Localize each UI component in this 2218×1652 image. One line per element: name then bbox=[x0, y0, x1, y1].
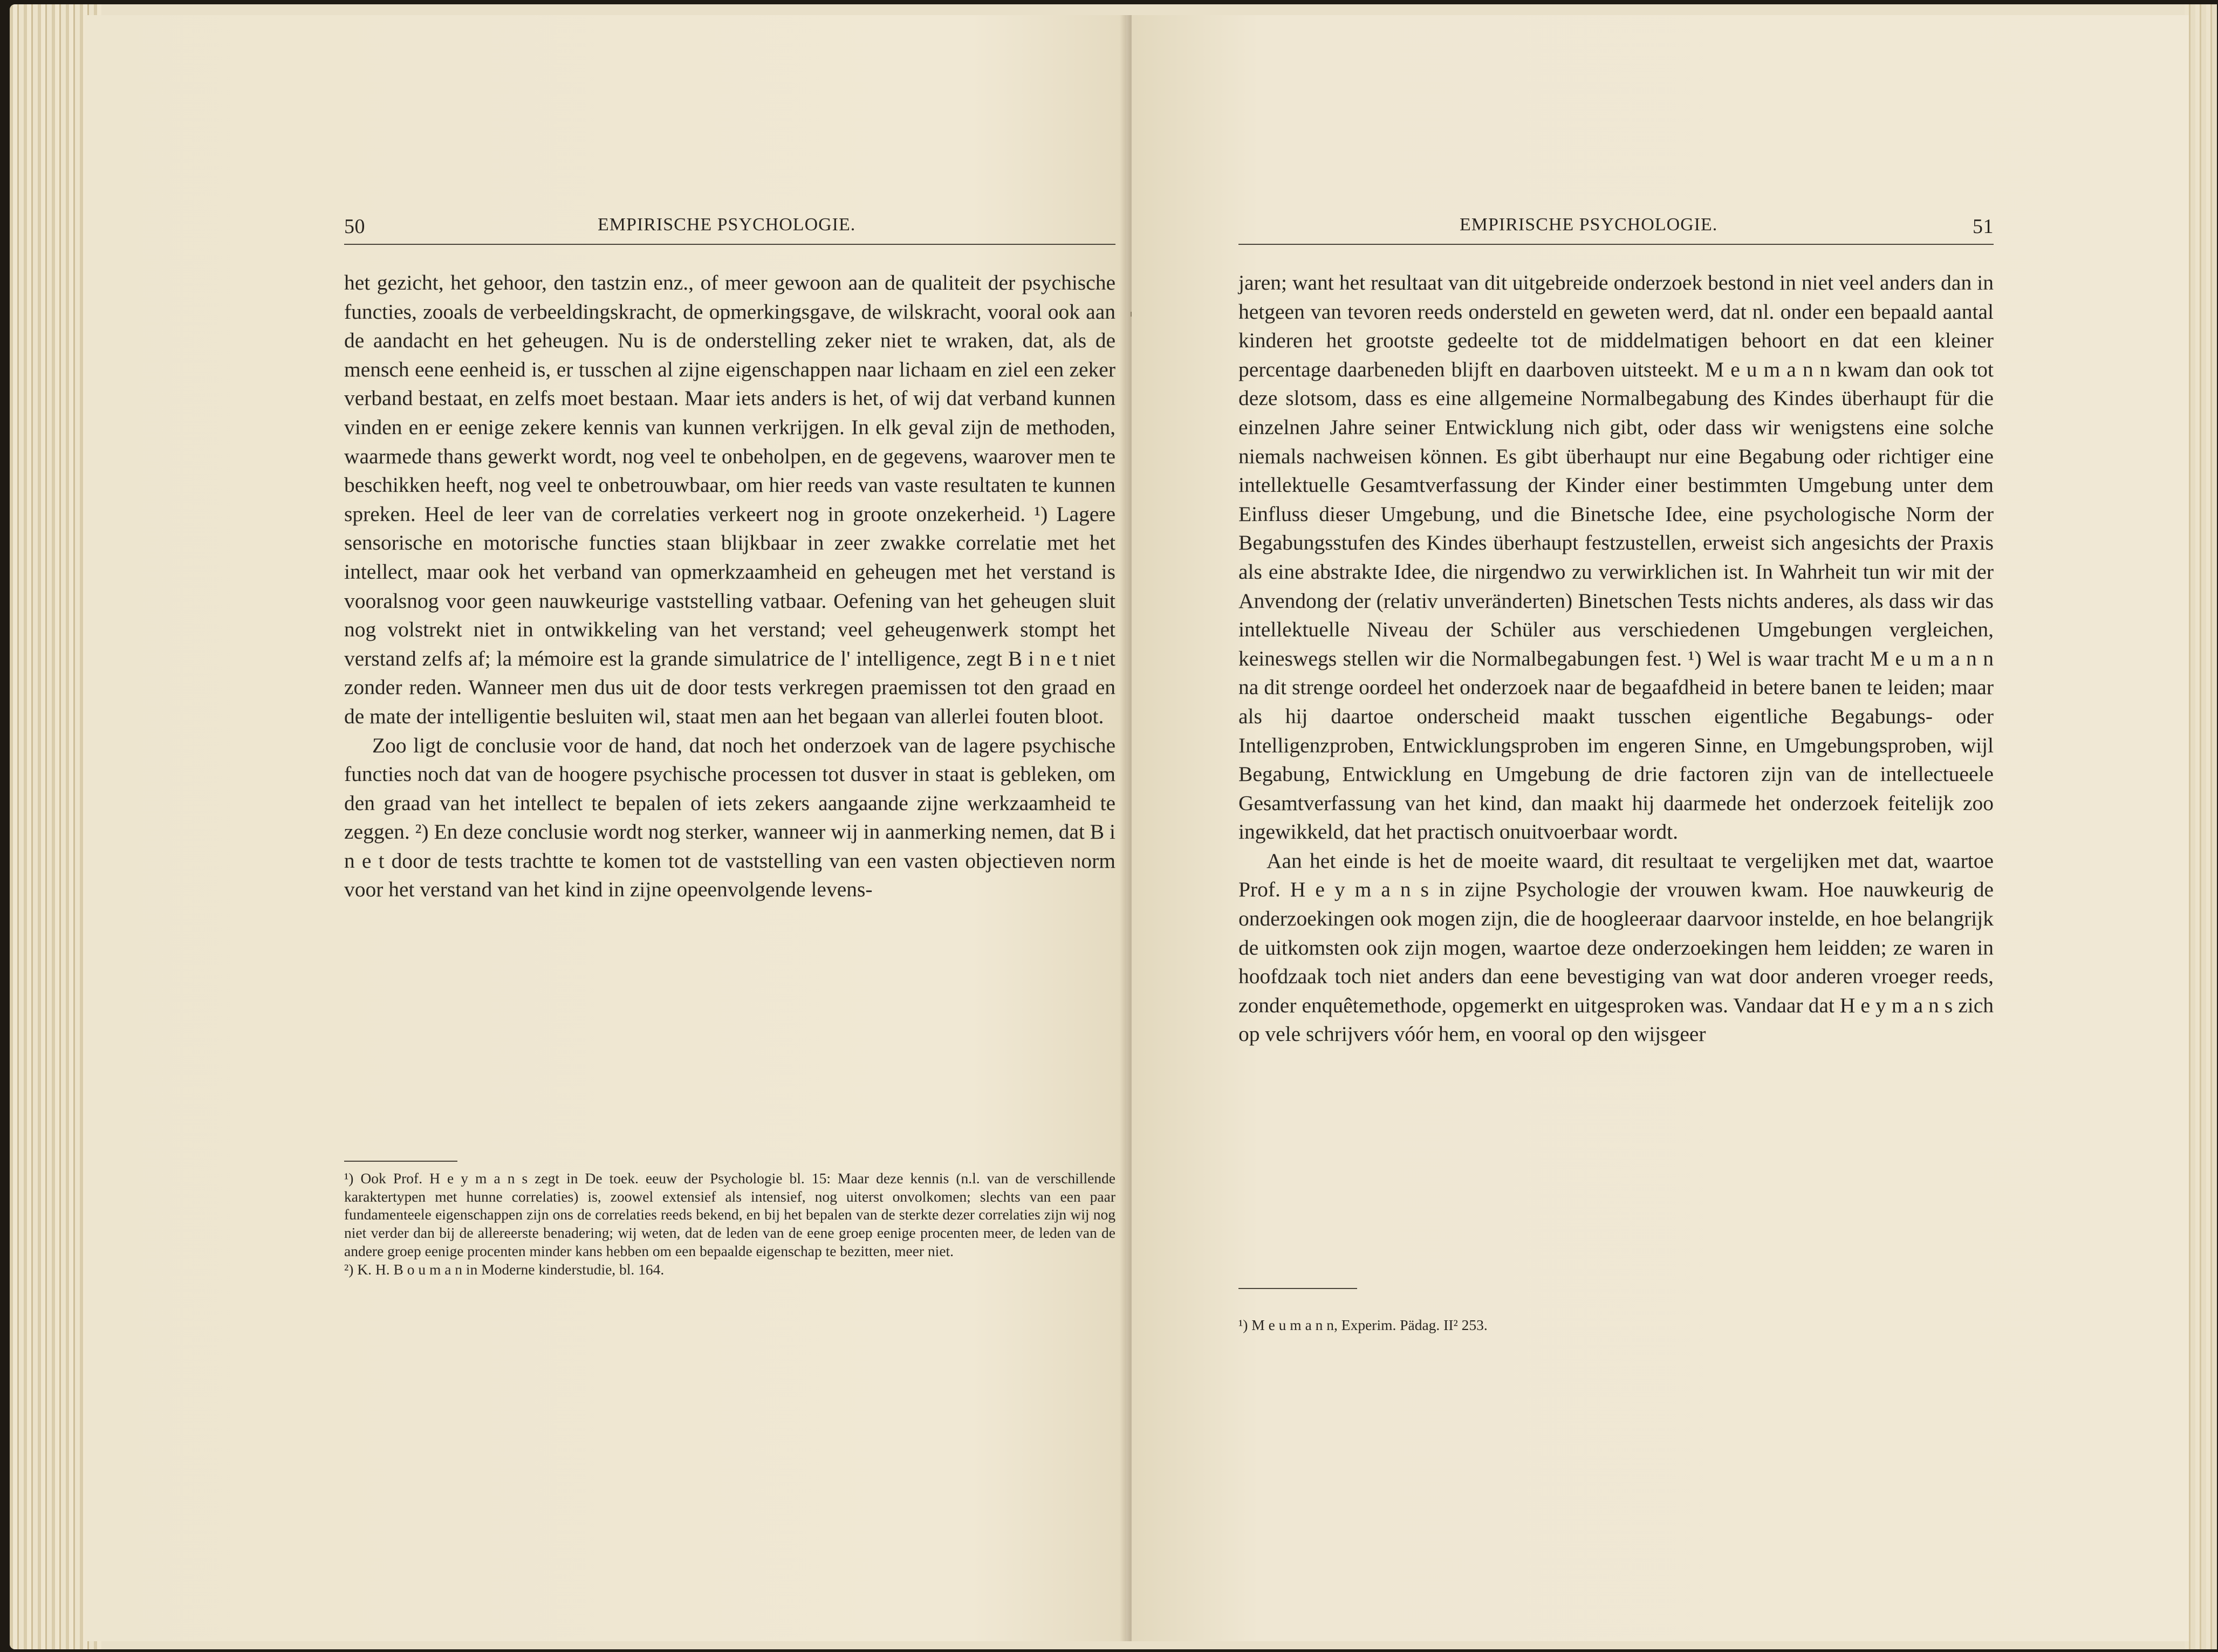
left-footnotes bbox=[344, 1169, 1115, 1278]
right-page-header bbox=[1238, 215, 1994, 245]
footnote-rule bbox=[1238, 1288, 1357, 1289]
page-number: 50 bbox=[344, 215, 365, 238]
page-number: 51 bbox=[1973, 215, 1994, 238]
paragraph: het gezicht, het gehoor, den tastzin enz., of meer gewoon aan de qualiteit der psychische functies, zooals de verbeeldingskracht, de opmerkingsgave, de wilskracht, vooral ook aan de aandacht en het geheugen. Nu is de onderstelling zeker niet te wraken, dat, als de mensch eene eenheid is, er tusschen al zijne eigenschappen naar lichaam en ziel een zeker verband bestaat, en zelfs moet bestaan. Maar iets anders is het, of wij dat verband kunnen vinden en er eenige zekere kennis van kunnen verkrijgen. In elk geval zijn de methoden, waarmede thans gewerkt wordt, nog veel te onbeholpen, en de gegevens, waarover men te beschikken heeft, nog veel te onbetrouwbaar, om hier reeds van vaste resultaten te kunnen spreken. Heel de leer van de correlaties verkeert nog in groote onzekerheid. ¹) Lagere sensorische en motorische functies staan blijkbaar in zeer zwakke correlatie met het intellect, maar ook het verband van opmerkzaamheid en geheugen met het verstand is vooralsnog voor geen nauwkeurige vaststelling vatbaar. Oefening van het geheugen sluit nog volstrekt niet in ontwikkeling van het verstand; veel geheugenwerk stompt het verstand zelfs af; la mémoire est la grande simulatrice de l' intelligence, zegt B i n e t niet zonder reden. Wanneer men dus uit de door tests verkregen praemissen tot den graad en de mate der intelligentie besluiten wil, staat men aan het begaan van allerlei fouten bloot. bbox=[344, 271, 1115, 728]
header-rule bbox=[1238, 244, 1994, 245]
right-footnotes bbox=[1238, 1316, 1994, 1334]
page-edges-right bbox=[2185, 4, 2217, 1649]
open-book bbox=[10, 4, 2217, 1649]
footnote: ¹) M e u m a n n, Experim. Pädag. II² 253. bbox=[1238, 1317, 1488, 1333]
left-page-body bbox=[344, 269, 1115, 904]
paragraph: Zoo ligt de conclusie voor de hand, dat noch het onderzoek van de lagere psychische functies noch dat van de hoogere psychische processen tot dusver in staat is gebleken, om den graad van het intellect te bepalen of iets zekers aangaande zijne werkzaamheid te zeggen. ²) En deze conclusie wordt nog sterker, wanneer wij in aanmerking nemen, dat B i n e t door de tests trachtte te komen tot de vaststelling van een vasten objectieven norm voor het verstand van het kind in zijne opeenvolgende levens- bbox=[344, 733, 1115, 902]
footnote-rule bbox=[344, 1161, 457, 1162]
right-page bbox=[1132, 15, 2189, 1641]
left-page bbox=[85, 15, 1126, 1641]
right-page-body bbox=[1238, 269, 1994, 1049]
running-title: EMPIRISCHE PSYCHOLOGIE. bbox=[1460, 215, 1718, 235]
footnote: ²) K. H. B o u m a n in Moderne kinderstudie, bl. 164. bbox=[344, 1260, 665, 1278]
paragraph: Aan het einde is het de moeite waard, dit resultaat te vergelijken met dat, waartoe Prof. H e y m a n s in zijne Psychologie der vrouwen kwam. Hoe nauwkeurig de onderzoekingen ook mogen zijn, die de hoogleeraar daarvoor instelde, en hoe belangrijk de uitkomsten ook zijn mogen, waartoe deze onderzoekingen hem leidden; ze waren in hoofdzaak toch niet anders dan eene bevestiging van wat door anderen vroeger reeds, zonder enquêtemethode, opgemerkt en uitgesproken was. Vandaar dat H e y m a n s zich op vele schrijvers vóór hem, en vooral op den wijsgeer bbox=[1238, 848, 1994, 1046]
header-rule bbox=[344, 244, 1115, 245]
left-page-header bbox=[344, 215, 1115, 245]
running-title: EMPIRISCHE PSYCHOLOGIE. bbox=[598, 215, 856, 235]
footnote: ¹) Ook Prof. H e y m a n s zegt in De toek. eeuw der Psychologie bl. 15: Maar deze kennis (n.l. van de verschillende karaktertypen met hunne correlaties) is, zoowel extensief als intensief, nog uiterst onvolkomen; slechts van een paar fundamenteele eigenschappen zijn ons de correlaties reeds bekend, en bij het bepalen van de sterkte dezer correlaties zijn wij nog niet verder dan bij de allereerste benadering; wij weten, dat de leden van de eene groep eenige procenten meer, de leden van de andere groep eenige procenten minder kans hebben om een bepaalde eigenschap te bezitten, meer niet. bbox=[344, 1170, 1115, 1259]
paragraph: jaren; want het resultaat van dit uitgebreide onderzoek bestond in niet veel anders dan in hetgeen van tevoren reeds ondersteld en geweten werd, dat nl. onder een bepaald aantal kinderen het grootste gedeelte tot de middelmatigen behoort en dat een kleiner percentage daarbeneden blijft en daarboven uitsteekt. M e u m a n n kwam dan ook tot deze slotsom, dass es eine allgemeine Normalbegabung des Kindes überhaupt für die einzelnen Jahre seiner Entwicklung nich gibt, oder dass wir wenigstens eine solche niemals nachweisen können. Es gibt überhaupt nur eine Begabung oder richtiger eine intellektuelle Gesamtverfassung der Kinder einer bestimmten Umgebung unter dem Einfluss dieser Umgebung, und die Binetsche Idee, eine psychologische Norm der Begabungsstufen des Kindes überhaupt festzustellen, erweist sich angesichts der Praxis als eine abstrakte Idee, die nirgendwo zu verwirklichen ist. In Wahrheit tun wir mit der Anvendong der (relativ unveränderten) Binetschen Tests nichts anderes, als dass wir das intellektuelle Niveau der Schüler aus verschiedenen Umgebungen vergleichen, keineswegs stellen wir die Normalbegabungen fest. ¹) Wel is waar tracht M e u m a n n na dit strenge oordeel het onderzoek naar de begaafdheid in betere banen te leiden; maar als hij daartoe onderscheid maakt tusschen eigentliche Begabungs- oder Intelligenzproben, Entwicklungsproben im engeren Sinne, en Umgebungsproben, wijl Begabung, Entwicklung en Umgebung de drie factoren zijn van de intellectueele Gesamtverfassung van het kind, dan maakt hij daarmede het onderzoek feitelijk zoo ingewikkeld, dat het practisch onuitvoerbaar wordt. bbox=[1238, 271, 1994, 844]
